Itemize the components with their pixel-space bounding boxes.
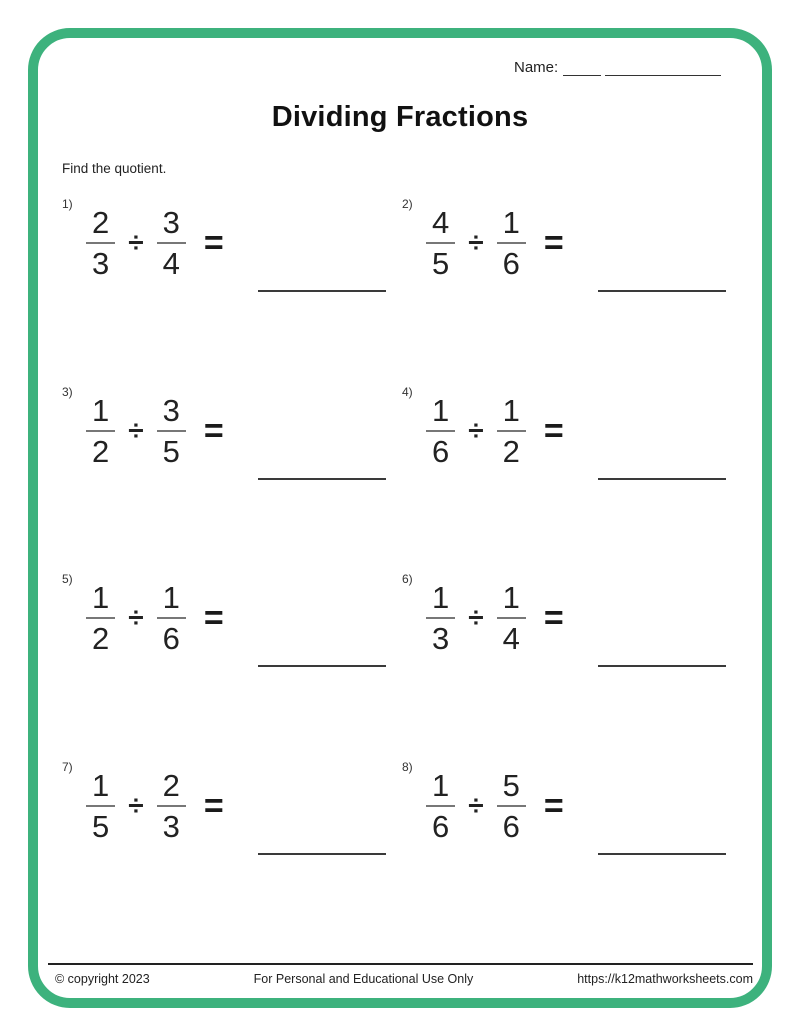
- numerator: 2: [162, 768, 180, 803]
- website-url: https://k12mathworksheets.com: [577, 972, 753, 986]
- usage-text: For Personal and Educational Use Only: [253, 972, 474, 986]
- divisor-fraction: [157, 206, 186, 280]
- fraction-bar: [426, 805, 455, 807]
- denominator: 3: [92, 246, 110, 281]
- divisor-fraction: [157, 394, 186, 468]
- divisor-fraction: [497, 769, 526, 843]
- denominator: 5: [92, 809, 110, 844]
- name-field: [514, 59, 721, 76]
- equals-sign: =: [543, 598, 564, 637]
- numerator: 2: [92, 205, 110, 240]
- expression: [426, 576, 564, 660]
- problem-number: 6): [402, 572, 413, 586]
- dividend-fraction: [86, 769, 115, 843]
- divisor-fraction: [157, 581, 186, 655]
- division-sign: ÷: [128, 415, 144, 446]
- name-blank-line: [563, 60, 601, 76]
- division-sign: ÷: [468, 415, 484, 446]
- divisor-fraction: [497, 206, 526, 280]
- problem-number: 5): [62, 572, 73, 586]
- instruction-text: Find the quotient.: [62, 161, 167, 176]
- expression: [426, 389, 564, 473]
- fraction-bar: [86, 430, 115, 432]
- numerator: 4: [432, 205, 450, 240]
- fraction-bar: [157, 805, 186, 807]
- fraction-bar: [497, 617, 526, 619]
- page-title: Dividing Fractions: [271, 101, 529, 133]
- division-sign: ÷: [468, 602, 484, 633]
- dividend-fraction: [86, 206, 115, 280]
- dividend-fraction: [426, 206, 455, 280]
- numerator: 1: [162, 580, 180, 615]
- fraction-bar: [426, 430, 455, 432]
- fraction-bar: [426, 242, 455, 244]
- denominator: 6: [502, 809, 520, 844]
- dividend-fraction: [86, 394, 115, 468]
- numerator: 5: [502, 768, 520, 803]
- numerator: 1: [92, 580, 110, 615]
- numerator: 1: [502, 205, 520, 240]
- denominator: 6: [432, 809, 450, 844]
- denominator: 5: [162, 434, 180, 469]
- division-sign: ÷: [128, 790, 144, 821]
- division-sign: ÷: [128, 227, 144, 258]
- division-sign: ÷: [468, 790, 484, 821]
- name-blank-line: [605, 60, 721, 76]
- denominator: 5: [432, 246, 450, 281]
- denominator: 3: [432, 621, 450, 656]
- equals-sign: =: [543, 411, 564, 450]
- fraction-bar: [157, 430, 186, 432]
- answer-blank-line: [258, 665, 386, 667]
- problem-number: 4): [402, 385, 413, 399]
- problem-6: [400, 572, 732, 672]
- equals-sign: =: [543, 786, 564, 825]
- numerator: 3: [162, 393, 180, 428]
- problem-number: 1): [62, 197, 73, 211]
- dividend-fraction: [426, 394, 455, 468]
- fraction-bar: [86, 242, 115, 244]
- answer-blank-line: [258, 290, 386, 292]
- problem-number: 3): [62, 385, 73, 399]
- expression: [426, 764, 564, 848]
- footer: [55, 972, 753, 986]
- numerator: 1: [92, 393, 110, 428]
- fraction-bar: [497, 430, 526, 432]
- problem-7: [60, 760, 392, 860]
- denominator: 6: [162, 621, 180, 656]
- copyright-text: © copyright 2023: [55, 972, 150, 986]
- name-label: Name:: [514, 59, 559, 76]
- equals-sign: =: [203, 598, 224, 637]
- fraction-bar: [86, 805, 115, 807]
- expression: [426, 201, 564, 285]
- divisor-fraction: [497, 394, 526, 468]
- fraction-bar: [157, 617, 186, 619]
- dividend-fraction: [86, 581, 115, 655]
- dividend-fraction: [426, 581, 455, 655]
- answer-blank-line: [598, 665, 726, 667]
- fraction-bar: [86, 617, 115, 619]
- problem-5: [60, 572, 392, 672]
- expression: [86, 764, 224, 848]
- expression: [86, 201, 224, 285]
- problem-number: 8): [402, 760, 413, 774]
- numerator: 1: [502, 580, 520, 615]
- footer-divider-line: [48, 963, 753, 965]
- equals-sign: =: [543, 223, 564, 262]
- problem-4: [400, 385, 732, 485]
- numerator: 1: [432, 393, 450, 428]
- expression: [86, 576, 224, 660]
- problem-3: [60, 385, 392, 485]
- problem-8: [400, 760, 732, 860]
- answer-blank-line: [598, 478, 726, 480]
- denominator: 3: [162, 809, 180, 844]
- answer-blank-line: [598, 853, 726, 855]
- problem-2: [400, 197, 732, 297]
- numerator: 1: [502, 393, 520, 428]
- denominator: 2: [92, 621, 110, 656]
- denominator: 4: [162, 246, 180, 281]
- problem-number: 2): [402, 197, 413, 211]
- answer-blank-line: [258, 478, 386, 480]
- divisor-fraction: [497, 581, 526, 655]
- denominator: 6: [432, 434, 450, 469]
- problem-1: [60, 197, 392, 297]
- numerator: 1: [432, 768, 450, 803]
- divisor-fraction: [157, 769, 186, 843]
- answer-blank-line: [258, 853, 386, 855]
- fraction-bar: [157, 242, 186, 244]
- fraction-bar: [426, 617, 455, 619]
- fraction-bar: [497, 242, 526, 244]
- division-sign: ÷: [468, 227, 484, 258]
- problem-number: 7): [62, 760, 73, 774]
- denominator: 4: [502, 621, 520, 656]
- denominator: 2: [92, 434, 110, 469]
- dividend-fraction: [426, 769, 455, 843]
- numerator: 1: [92, 768, 110, 803]
- equals-sign: =: [203, 786, 224, 825]
- equals-sign: =: [203, 411, 224, 450]
- expression: [86, 389, 224, 473]
- denominator: 2: [502, 434, 520, 469]
- denominator: 6: [502, 246, 520, 281]
- numerator: 1: [432, 580, 450, 615]
- answer-blank-line: [598, 290, 726, 292]
- division-sign: ÷: [128, 602, 144, 633]
- equals-sign: =: [203, 223, 224, 262]
- numerator: 3: [162, 205, 180, 240]
- fraction-bar: [497, 805, 526, 807]
